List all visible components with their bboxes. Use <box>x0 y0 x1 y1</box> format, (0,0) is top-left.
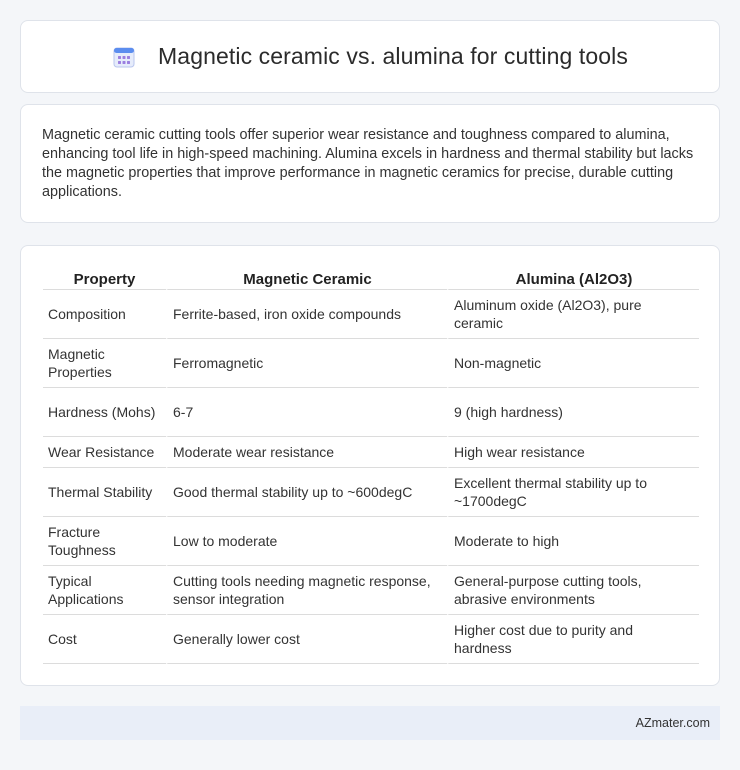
calendar-grid-icon <box>112 45 136 69</box>
cell-property: Composition <box>43 290 166 339</box>
cell-alumina: Excellent thermal stability up to ~1700degC <box>447 468 699 517</box>
cell-alumina: High wear resistance <box>447 437 699 468</box>
table-row <box>43 468 699 517</box>
cell-property: Magnetic Properties <box>43 339 166 388</box>
cell-magnetic-ceramic: Good thermal stability up to ~600degC <box>166 468 447 517</box>
cell-property: Cost <box>43 615 166 664</box>
title-card <box>20 20 720 93</box>
cell-alumina: 9 (high hardness) <box>447 388 699 437</box>
table-row <box>43 615 699 664</box>
cell-magnetic-ceramic: 6-7 <box>166 388 447 437</box>
cell-magnetic-ceramic: Ferrite-based, iron oxide compounds <box>166 290 447 339</box>
cell-magnetic-ceramic: Moderate wear resistance <box>166 437 447 468</box>
cell-magnetic-ceramic: Ferromagnetic <box>166 339 447 388</box>
table-row <box>43 339 699 388</box>
cell-magnetic-ceramic: Generally lower cost <box>166 615 447 664</box>
cell-property: Wear Resistance <box>43 437 166 468</box>
cell-alumina: Non-magnetic <box>447 339 699 388</box>
cell-property: Fracture Toughness <box>43 517 166 566</box>
header-property: Property <box>43 266 166 290</box>
header-alumina: Alumina (Al2O3) <box>447 266 699 290</box>
table-row <box>43 566 699 615</box>
cell-magnetic-ceramic: Cutting tools needing magnetic response, sensor integration <box>166 566 447 615</box>
page-title: Magnetic ceramic vs. alumina for cutting tools <box>158 43 628 69</box>
comparison-table <box>43 266 699 664</box>
cell-alumina: Aluminum oxide (Al2O3), pure ceramic <box>447 290 699 339</box>
table-header-row <box>43 266 699 290</box>
cell-alumina: General-purpose cutting tools, abrasive environments <box>447 566 699 615</box>
cell-alumina: Moderate to high <box>447 517 699 566</box>
table-row <box>43 290 699 339</box>
table-row <box>43 517 699 566</box>
table-row <box>43 437 699 468</box>
cell-magnetic-ceramic: Low to moderate <box>166 517 447 566</box>
intro-paragraph: Magnetic ceramic cutting tools offer superior wear resistance and toughness compared to alumina, enhancing tool life in high-speed machining. Alumina excels in hardness and thermal stability but lacks the magnetic properties that improve performance in magnetic ceramics for precise, durable cutting applications. <box>42 127 694 200</box>
footer-bar <box>20 706 720 740</box>
cell-property: Hardness (Mohs) <box>43 388 166 437</box>
intro-card <box>20 104 720 223</box>
cell-alumina: Higher cost due to purity and hardness <box>447 615 699 664</box>
footer-brand: AZmater.com <box>635 716 710 730</box>
cell-property: Typical Applications <box>43 566 166 615</box>
header-magnetic-ceramic: Magnetic Ceramic <box>166 266 447 290</box>
comparison-card <box>20 245 720 686</box>
cell-property: Thermal Stability <box>43 468 166 517</box>
table-row <box>43 388 699 437</box>
